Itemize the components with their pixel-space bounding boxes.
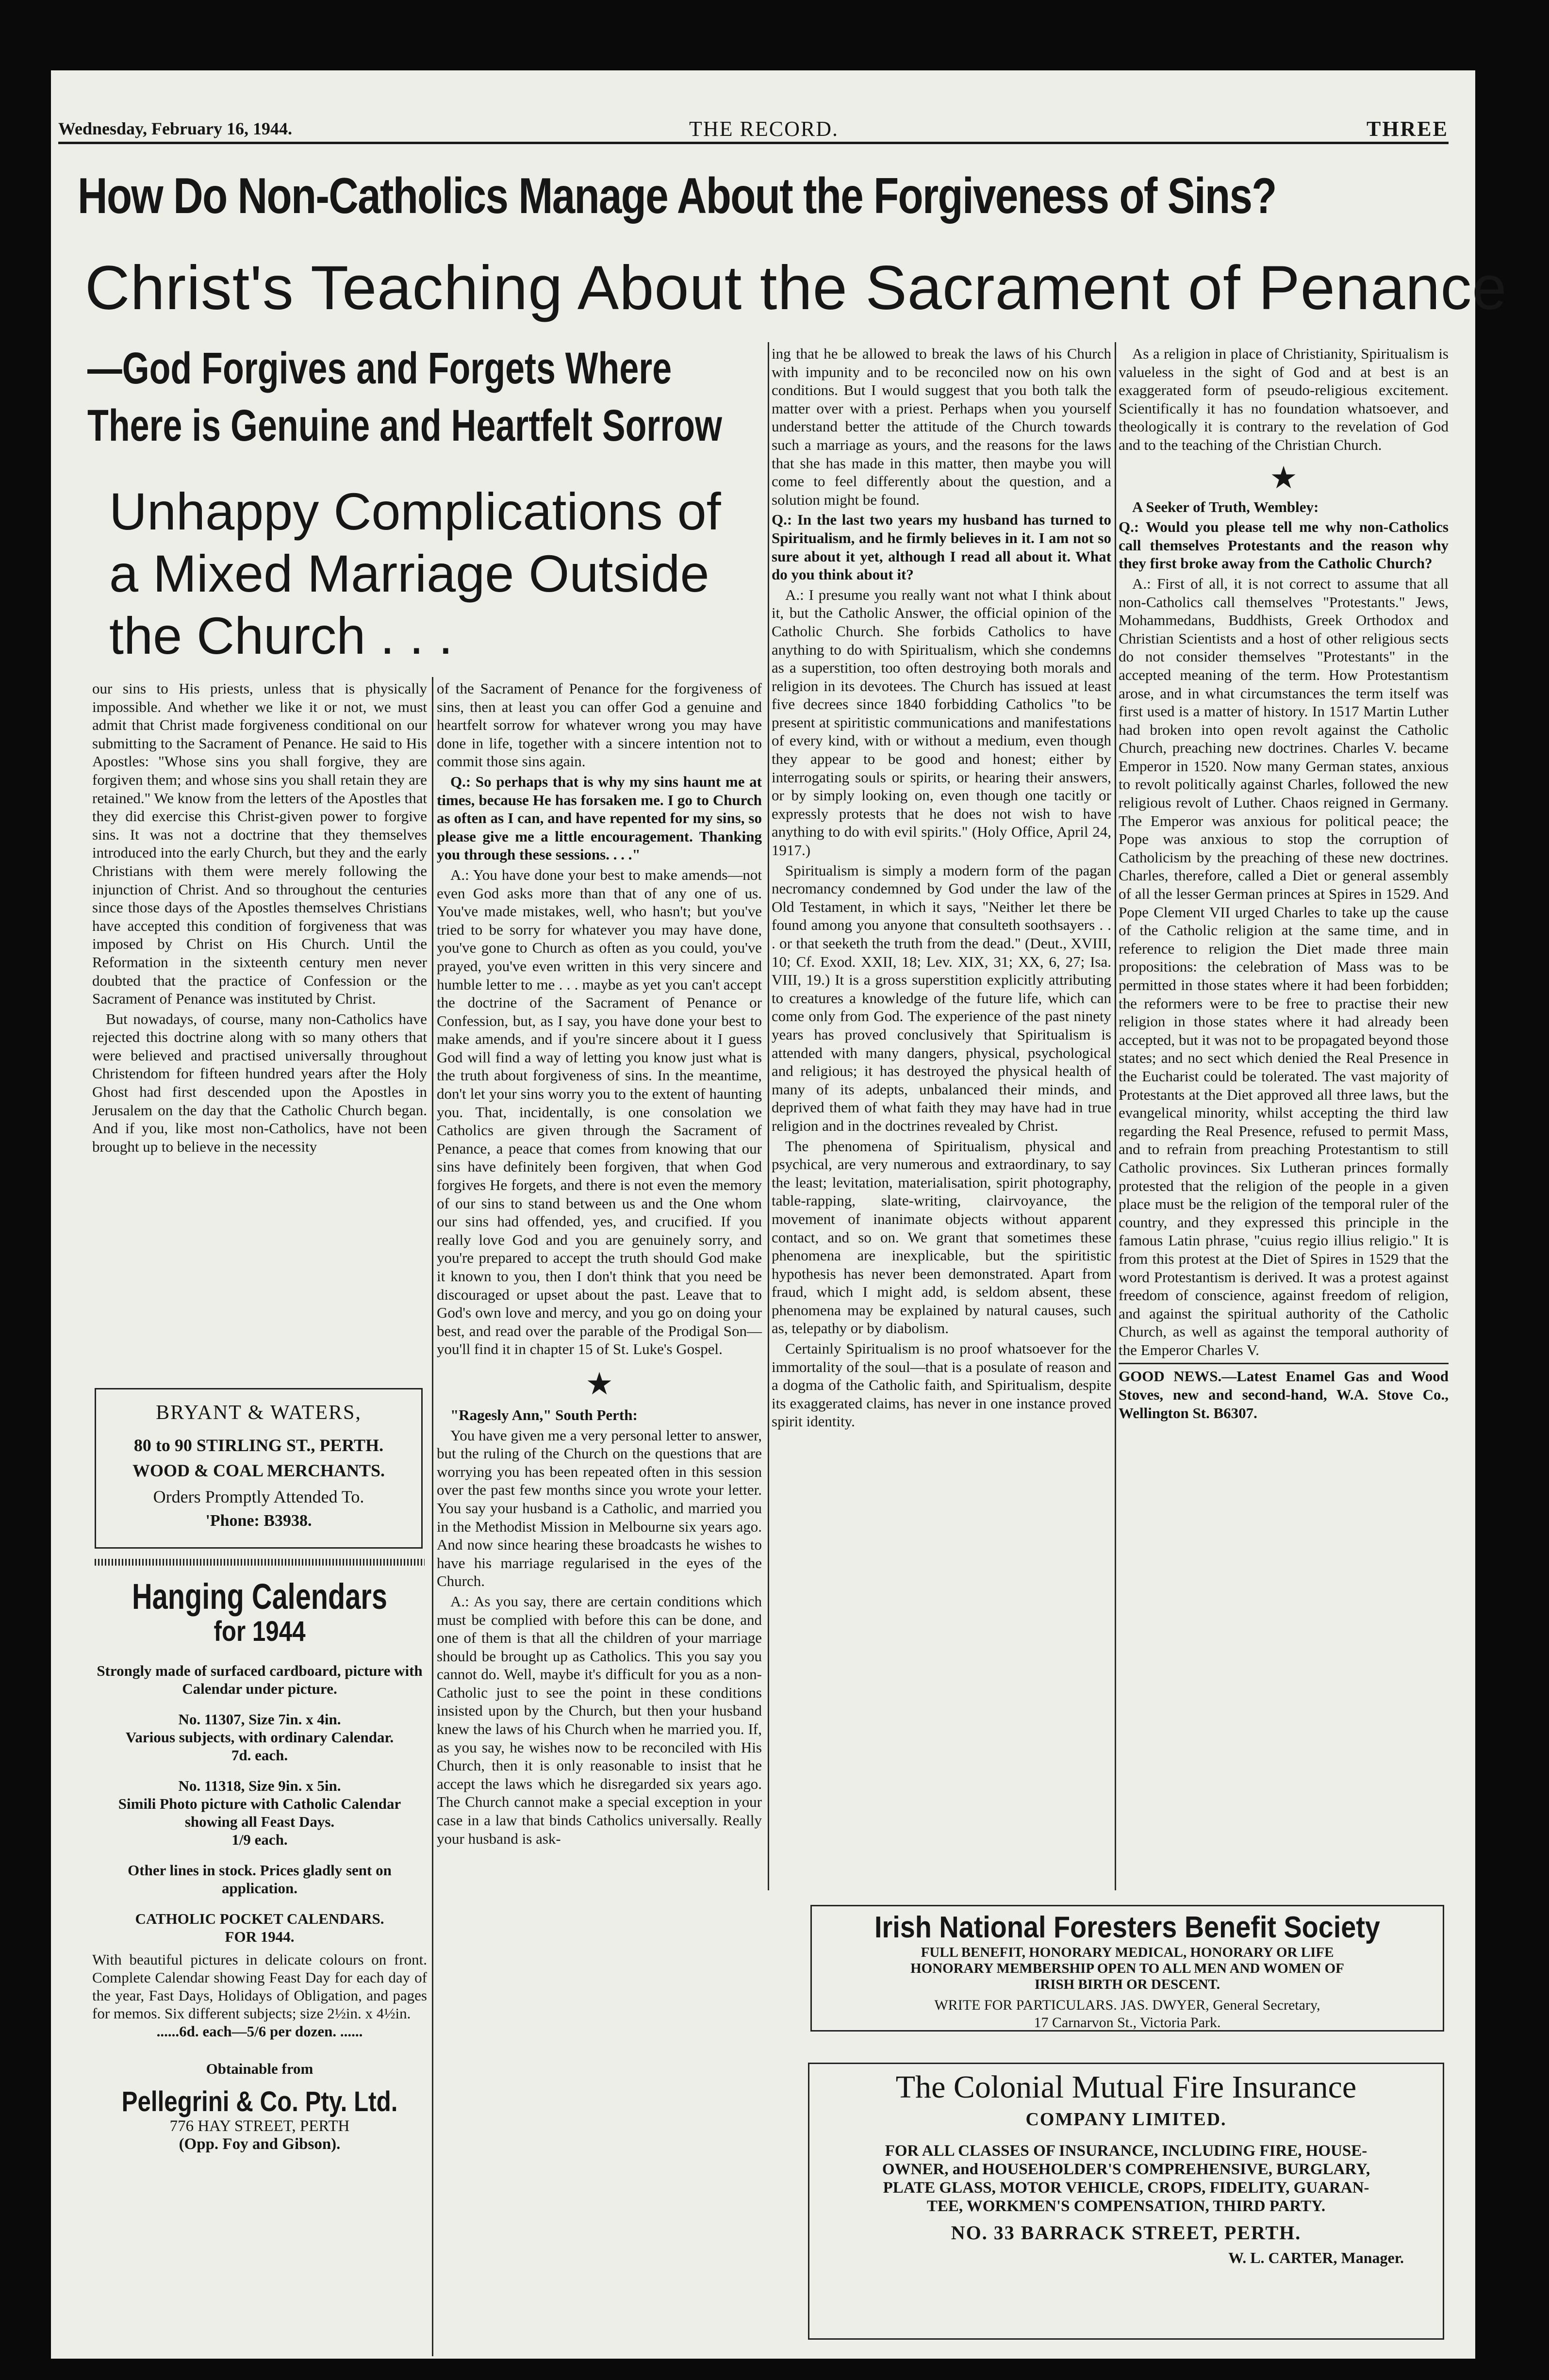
running-head [58, 116, 1449, 144]
column-rule [432, 677, 433, 2356]
other-lines: Other lines in stock. Prices gladly sent on application. [128, 1862, 392, 1897]
paragraph: of the Sacrament of Penance for the forgiveness of sins, then at least you can offer God a genuine and heartfelt sorrow for whatever wrong you may have done in life, together with a sincere intention not to commit those sins again. [437, 680, 762, 770]
item-price: 7d. each. [231, 1747, 288, 1764]
pocket-price: ......6d. each—5/6 per dozen. ...... [156, 2023, 363, 2040]
issue-date: Wednesday, February 16, 1944. [58, 119, 293, 138]
pocket-desc: With beautiful pictures in delicate colours on front. Complete Calendar showing Feast Day for each day of the year, Fast Days, Holidays of Obligation, and pages for memos. Six different subjects; size 2½in. x 4½in. [92, 1951, 427, 2022]
ad-title: Irish National Foresters Benefit Society [874, 1911, 1380, 1944]
article-column-4 [1119, 345, 1449, 1422]
ad-line: IRISH BIRTH OR DESCENT. [1035, 1977, 1220, 1992]
ad-address: NO. 33 BARRACK STREET, PERTH. [951, 2222, 1302, 2244]
correspondent: "Ragesly Ann," South Perth: [450, 1406, 638, 1423]
ad-year: for 1944 [214, 1616, 306, 1647]
question: Q.: So perhaps that is why my sins haunt me at times, because He has forsaken me. I go to Church as often as I can, and have repented for my sins, so please give me a little encouragement. Thanking you through these sessions. . . ." [437, 773, 762, 863]
ad-intro: Strongly made of surfaced cardboard, picture with Calendar under picture. [97, 1662, 423, 1697]
item-price: 1/9 each. [231, 1831, 288, 1848]
pocket-title: CATHOLIC POCKET CALENDARS. [135, 1910, 384, 1927]
seller-name: Pellegrini & Co. Pty. Ltd. [121, 2086, 398, 2117]
correspondent: A Seeker of Truth, Wembley: [1132, 498, 1319, 515]
newspaper-name: THE RECORD. [689, 117, 839, 141]
ad-line: HONORARY MEMBERSHIP OPEN TO ALL MEN AND WOMEN OF [910, 1961, 1344, 1976]
ad-orders: Orders Promptly Attended To. [153, 1487, 364, 1506]
paragraph: But nowadays, of course, many non-Catholics have rejected this doctrine along with so many others that were believed and practised universally throughout Christendom for fifteen hundred years after the Holy Ghost had first descended upon the Apostles in Jerusalem on the day that the Catholic Church began. And if you, like most non-Catholics, have not been brought up to believe in the necessity [92, 1010, 427, 1155]
ad-title: The Colonial Mutual Fire Insurance [895, 2069, 1357, 2105]
classified-notice: GOOD NEWS.—Latest Enamel Gas and Wood Stoves, new and second-hand, W.A. Stove Co., Wellington St. B6307. [1119, 1363, 1449, 1422]
article-column-3 [772, 345, 1111, 1433]
answer: A.: I presume you really want not what I think about it, but the Catholic Answer, the official opinion of the Catholic Church. She forbids Catholics to have anything to do with Spiritualism, which she condemns as a superstition, too often destroying both morals and religion in its devotees. The Church has issued at least five decrees since 1840 forbidding Catholics "to be present at spiritistic communications and manifestations of every kind, with or without a medium, even though they appear to be good and honest; either by interrogating souls or spirits, or hearing their answers, or by simply looking on, even though one tacitly or expressly protests that he does not wish to have anything to do with evil spirits." (Holy Office, April 24, 1917.) [772, 586, 1111, 859]
ad-line: TEE, WORKMEN'S COMPENSATION, THIRD PARTY. [926, 2198, 1326, 2215]
ad-trade: WOOD & COAL MERCHANTS. [132, 1461, 385, 1480]
question: Q.: Would you please tell me why non-Catholics call themselves Protestants and the reason why they first broke away from the Catholic Church? [1119, 518, 1449, 572]
kicker-headline: Unhappy Complications of a Mixed Marriage Outside the Church . . . [109, 482, 721, 665]
item-number: No. 11307, Size 7in. x 4in. [178, 1711, 341, 1728]
ad-manager: W. L. CARTER, Manager. [1228, 2249, 1404, 2266]
paragraph: Certainly Spiritualism is no proof whatsoever for the immortality of the soul—that is a posulate of reason and a dogma of the Catholic faith, and Spiritualism, despite its exaggerated claims, has never in one instance proved spirit identity. [772, 1340, 1111, 1430]
paragraph: As a religion in place of Christianity, Spiritualism is valueless in the sight of God and at best is an exaggerated form of pseudo-religious excitement. Scientifically it has no foundation whatsoever, and theologically it is contrary to the revelation of God and to the teaching of the Christian Church. [1119, 345, 1449, 453]
subheadline: Christ's Teaching About the Sacrament of Penance [85, 253, 1507, 323]
star-ornament: ★ [1269, 460, 1298, 495]
question: Q.: In the last two years my husband has turned to Spiritualism, and he firmly believes in it. I am not so sure about it yet, although I read all about it. What do you think about it? [772, 511, 1111, 583]
article-column-2 [437, 679, 762, 1850]
paragraph: The phenomena of Spiritualism, physical and psychical, are very numerous and extraordinary, to say the least; levitation, materialisation, spirit photography, table-rapping, slate-writing, clairvoyance, the movement of inanimate objects without apparent contact, and so on. We grant that sometimes these phenomena are inexplicable, but the spiritistic hypothesis has never been demonstrated. Apart from fraud, which I might add, is seldom absent, these phenomena may be explained by natural causes, such as, telepathy or by diabolism. [772, 1137, 1111, 1337]
ad-subtitle: COMPANY LIMITED. [1025, 2109, 1227, 2130]
page-number: THREE [1366, 117, 1449, 141]
bryant-waters-ad [95, 1388, 423, 1549]
ad-name: BRYANT & WATERS, [156, 1402, 362, 1424]
paragraph: ing that he be allowed to break the laws of his Church with impunity and to be reconciled now on his own conditions. But I would suggest that you both talk the matter over with a priest. Perhaps when you yourself understand better the attitude of the Church towards such a marriage as yours, and the reasons for the laws that she has made in this matter, then maybe you will come to feel differently about the question, and a solution might be found. [772, 345, 1111, 508]
paragraph: Spiritualism is simply a modern form of the pagan necromancy condemned by God under the law of the Old Testament, in which it says, "Neither let there be found among you anyone that consulteth soothsayers . . . or that seeketh the truth from the dead." (Deut., XVIII, 10; Cf. Exod. XXII, 18; Lev. XIX, 31; XX, 6, 27; Isa. VIII, 19.) It is a gross superstition explicitly attributing to creatures a knowledge of the future life, which can come only from God. The experience of the past ninety years has proved conclusively that Spiritualism is attended with many dangers, physical, psychological and religious; it has destroyed the physical health of many of its adepts, unbalanced their minds, and deprived them of what faith they may have had in true religion and in the doctrines revealed by Christ. [772, 861, 1111, 1134]
answer: A.: First of all, it is not correct to assume that all non-Catholics call themselves "Protestants." Jews, Mohammedans, Buddhists, Greek Orthodox and Christian Scientists and a host of other religious sects do not consider themselves "Protestants" in the accepted meaning of the term. How Protestantism arose, and in what circumstances the term itself was first used is a matter of history. In 1517 Martin Luther had broken into open revolt against the Catholic Church, preaching new doctrines. Charles V. became Emperor in 1520. Now many German states, anxious to revolt politically against Charles, followed the new religious revolt of Luther. Chaos reigned in Germany. The Emperor was anxious for political peace; the Pope was anxious to stop the corruption of Catholicism by the preaching of these new doctrines. Charles, therefore, called a Diet or general assembly of all the lesser German princes at Spires in 1529. And Pope Clement VII urged Charles to take up the cause of the Catholic religion at the same time, and in reference to religion the Diet made three main propositions: the celebration of Mass was to be permitted in those states where it had been forbidden; the reformers were to be free to practise their new religion in those states where it had already been accepted, but it was not to be propagated beyond those states; and no sect which denied the Real Presence in the Eucharist could be tolerated. The vast majority of Protestants at the Diet approved all three laws, but the evangelical minority, whilst accepting the third law regarding the Real Presence, refused to permit Mass, and to refrain from preaching Protestantism to still Catholic provinces. Six Lutheran princes formally protested that the religion of the people in a given place must be the religion of the temporal ruler of the country, and they expressed this principle in the famous Latin phrase, "cuius regio illius religio." It is from this protest at the Diet of Spires in 1529 that the word Protestantism is derived. It was a protest against freedom of conscience, against freedom of religion, and against the spiritual authority of the Catholic Church, as well as against the temporal authority of the Emperor Charles V. [1119, 575, 1449, 1358]
column-rule [1115, 342, 1116, 1890]
irish-foresters-ad [810, 1905, 1444, 2032]
deck-headline: —God Forgives and Forgets Where There is Genuine and Heartfelt Sorrow [87, 344, 722, 450]
answer: A.: As you say, there are certain conditions which must be complied with before this can be done, and one of them is that all the children of your marriage should be brought up as Catholics. This you say you cannot do. Well, maybe it's difficult for you as a non-Catholic just to see the point in these conditions insisted upon by the Church, but then your husband knew the laws of his Church when he married you. If, as you say, he wishes now to be reconciled with His Church, then it is only reasonable to insist that he accept the laws which he disregarded six years ago. The Church cannot make a special exception in your case in a law that binds Catholics universally. Really your husband is ask- [437, 1592, 762, 1847]
ad-line: 17 Carnarvon St., Victoria Park. [1034, 2015, 1221, 2031]
ad-line: FULL BENEFIT, HONORARY MEDICAL, HONORARY OR LIFE [921, 1945, 1334, 1960]
answer: A.: You have done your best to make amends—not even God asks more than that of any one of us. You've made mistakes, well, who hasn't; but you've tried to be sorry for whatever you may have done, you've gone to Church as often as you could, you've prayed, you've even written in this very sincere and humble letter to me . . . maybe as yet you can't accept the doctrine of the Sacrament of Penance or Confession, but, as I say, you have done your best to make amends, and if you're sincere about it I guess God will find a way of letting you know just what is the truth about forgiveness of sins. In the meantime, don't let your sins worry you to the extent of haunting you. That, incidentally, is one consolation we Catholics are given through the Sacrament of Penance, a peace that comes from knowing that our sins have definitely been forgiven, that when God forgives He forgets, and there is not even the memory of our sins to stand between us and the One whom our sins had offended, yes, and crucified. If you really love God and you are genuinely sorry, and you're prepared to accept the truth should God make it known to you, then I don't think that you need be discouraged or upset about the past. Leave that to God's own love and mercy, and you go on doing your best, and read over the parable of the Prodigal Son—you'll find it in chapter 15 of St. Luke's Gospel. [437, 866, 762, 1358]
seller-address: 776 HAY STREET, PERTH [169, 2117, 350, 2135]
ad-line: PLATE GLASS, MOTOR VEHICLE, CROPS, FIDELITY, GUARAN- [883, 2179, 1369, 2197]
ad-line: FOR ALL CLASSES OF INSURANCE, INCLUDING FIRE, HOUSE- [885, 2142, 1368, 2160]
item-number: No. 11318, Size 9in. x 5in. [178, 1777, 341, 1794]
seller-opposite: (Opp. Foy and Gibson). [179, 2135, 341, 2153]
ad-title: Hanging Calendars [132, 1576, 387, 1617]
decorative-divider [95, 1559, 425, 1566]
obtain-label: Obtainable from [206, 2060, 313, 2077]
article-column-1 [92, 679, 427, 1157]
calendars-ad [92, 1577, 427, 2153]
ad-phone: 'Phone: B3938. [205, 1512, 312, 1530]
colonial-mutual-ad [808, 2063, 1444, 2340]
main-headline: How Do Non-Catholics Manage About the Forgiveness of Sins? [78, 168, 1276, 224]
ad-address: 80 to 90 STIRLING ST., PERTH. [133, 1436, 384, 1455]
item-desc: Simili Photo picture with Catholic Calendar showing all Feast Days. [118, 1795, 401, 1830]
star-ornament: ★ [585, 1366, 613, 1401]
item-desc: Various subjects, with ordinary Calendar. [125, 1729, 394, 1746]
ad-line: OWNER, and HOUSEHOLDER'S COMPREHENSIVE, BURGLARY, [882, 2161, 1370, 2178]
ad-line: WRITE FOR PARTICULARS. JAS. DWYER, General Secretary, [934, 1997, 1320, 2013]
paragraph: You have given me a very personal letter to answer, but the ruling of the Church on the questions that are worrying you has been repeated often in this session over the past few months since you wrote your letter. You say your husband is a Catholic, and married you in the Methodist Mission in Melbourne six years ago. And now since hearing these broadcasts he wishes to have his marriage regularised in the eyes of the Church. [437, 1426, 762, 1590]
pocket-year: FOR 1944. [225, 1928, 295, 1945]
paragraph: our sins to His priests, unless that is physically impossible. And whether we like it or not, we must admit that Christ made forgiveness conditional on our submitting to the Sacrament of Penance. He said to His Apostles: "Whose sins you shall forgive, they are forgiven them; and whose sins you shall retain they are retained." We know from the letters of the Apostles that they did exercise this Christ-given power to forgive sins. It was not a doctrine that they themselves introduced into the early Church, but they and the early Christians with them were merely following the injunction of Christ. And so throughout the centuries since those days of the Apostles themselves Christians have accepted this condition of forgiveness that was imposed by Christ on His Church. Until the Reformation in the sixteenth century men never doubted that the practice of Confession or the Sacrament of Penance was instituted by Christ. [92, 680, 427, 1008]
column-rule [768, 342, 769, 1890]
